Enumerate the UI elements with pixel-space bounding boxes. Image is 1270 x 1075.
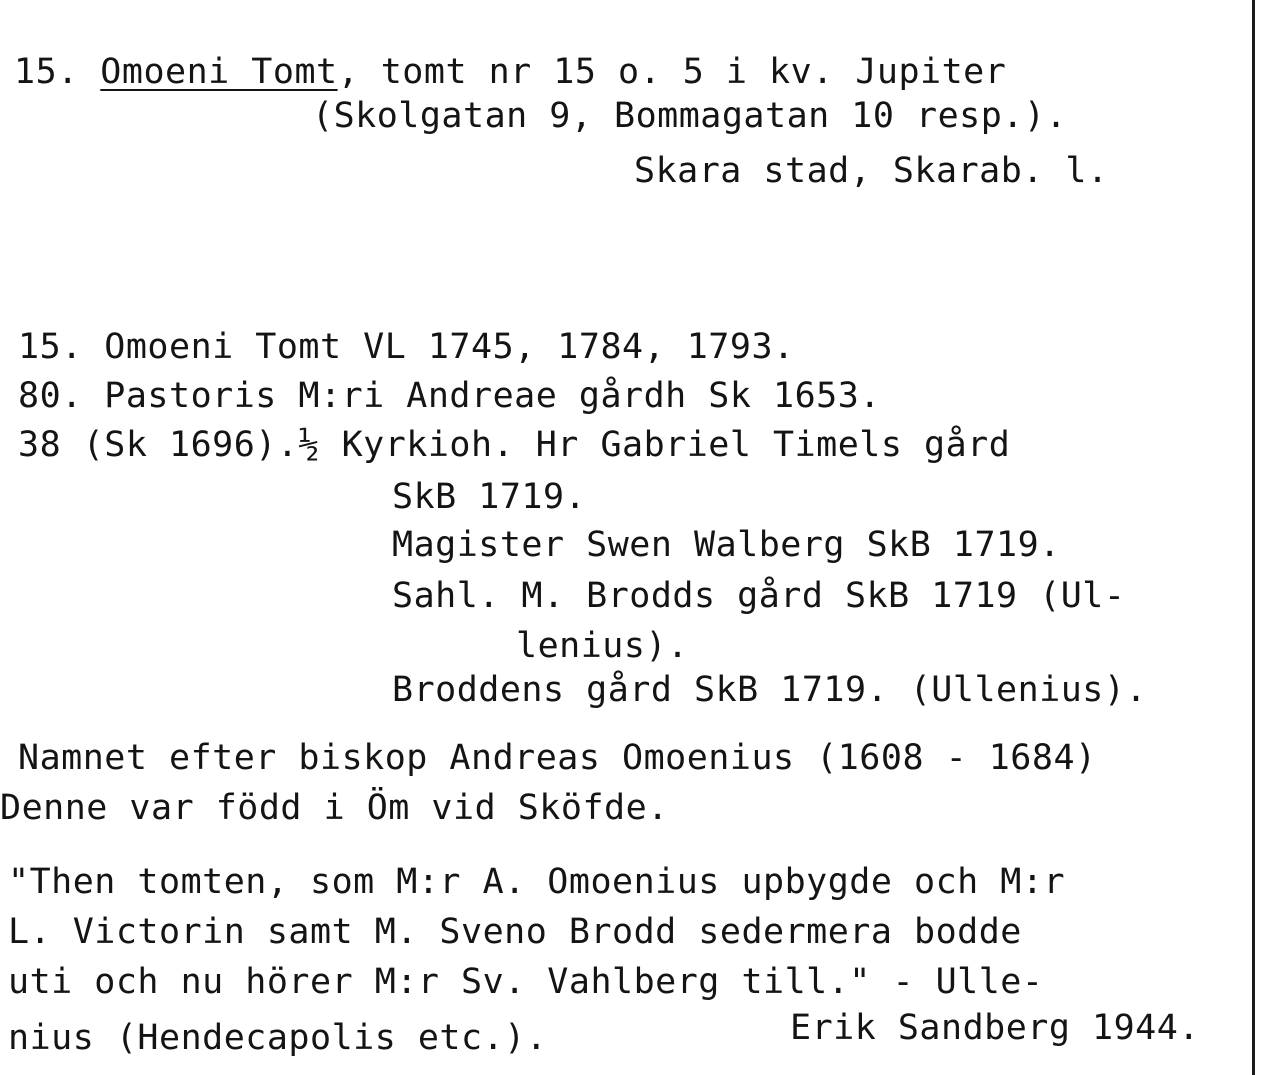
quote-line: nius (Hendecapolis etc.).: [8, 1018, 548, 1058]
entry-address: (Skolgatan 9, Bommagatan 10 resp.).: [312, 96, 1068, 136]
record-line: Sahl. M. Brodds gård SkB 1719 (Ul-: [392, 576, 1126, 616]
record-line: Broddens gård SkB 1719. (Ullenius).: [392, 670, 1148, 710]
entry-number: 15.: [14, 52, 101, 92]
record-line: 80. Pastoris M:ri Andreae gårdh Sk 1653.: [18, 376, 881, 416]
quote-line: "Then tomten, som M:r A. Omoenius upbygde och M:r: [8, 862, 1066, 902]
quote-line: uti och nu hörer M:r Sv. Vahlberg till." - Ulle-: [8, 962, 1044, 1002]
entry-heading: [14, 52, 1006, 92]
record-line: SkB 1719.: [392, 477, 587, 517]
note-line: Denne var född i Öm vid Sköfde.: [0, 788, 669, 828]
note-line: Namnet efter biskop Andreas Omoenius (1608 - 1684): [18, 738, 1097, 778]
entry-location: Skara stad, Skarab. l.: [634, 151, 1109, 191]
entry-title: Omoeni Tomt: [100, 52, 338, 92]
entry-heading-rest: , tomt nr 15 o. 5 i kv. Jupiter: [337, 52, 1007, 92]
card-edge-line: [1252, 0, 1255, 1075]
record-line: lenius).: [516, 626, 689, 666]
record-line: 38 (Sk 1696).½ Kyrkioh. Hr Gabriel Timels gård: [18, 425, 1011, 465]
signature: Erik Sandberg 1944.: [790, 1008, 1200, 1048]
quote-line: L. Victorin samt M. Sveno Brodd sedermera bodde: [8, 912, 1022, 952]
record-line: 15. Omoeni Tomt VL 1745, 1784, 1793.: [18, 327, 795, 367]
record-line: Magister Swen Walberg SkB 1719.: [392, 525, 1061, 565]
